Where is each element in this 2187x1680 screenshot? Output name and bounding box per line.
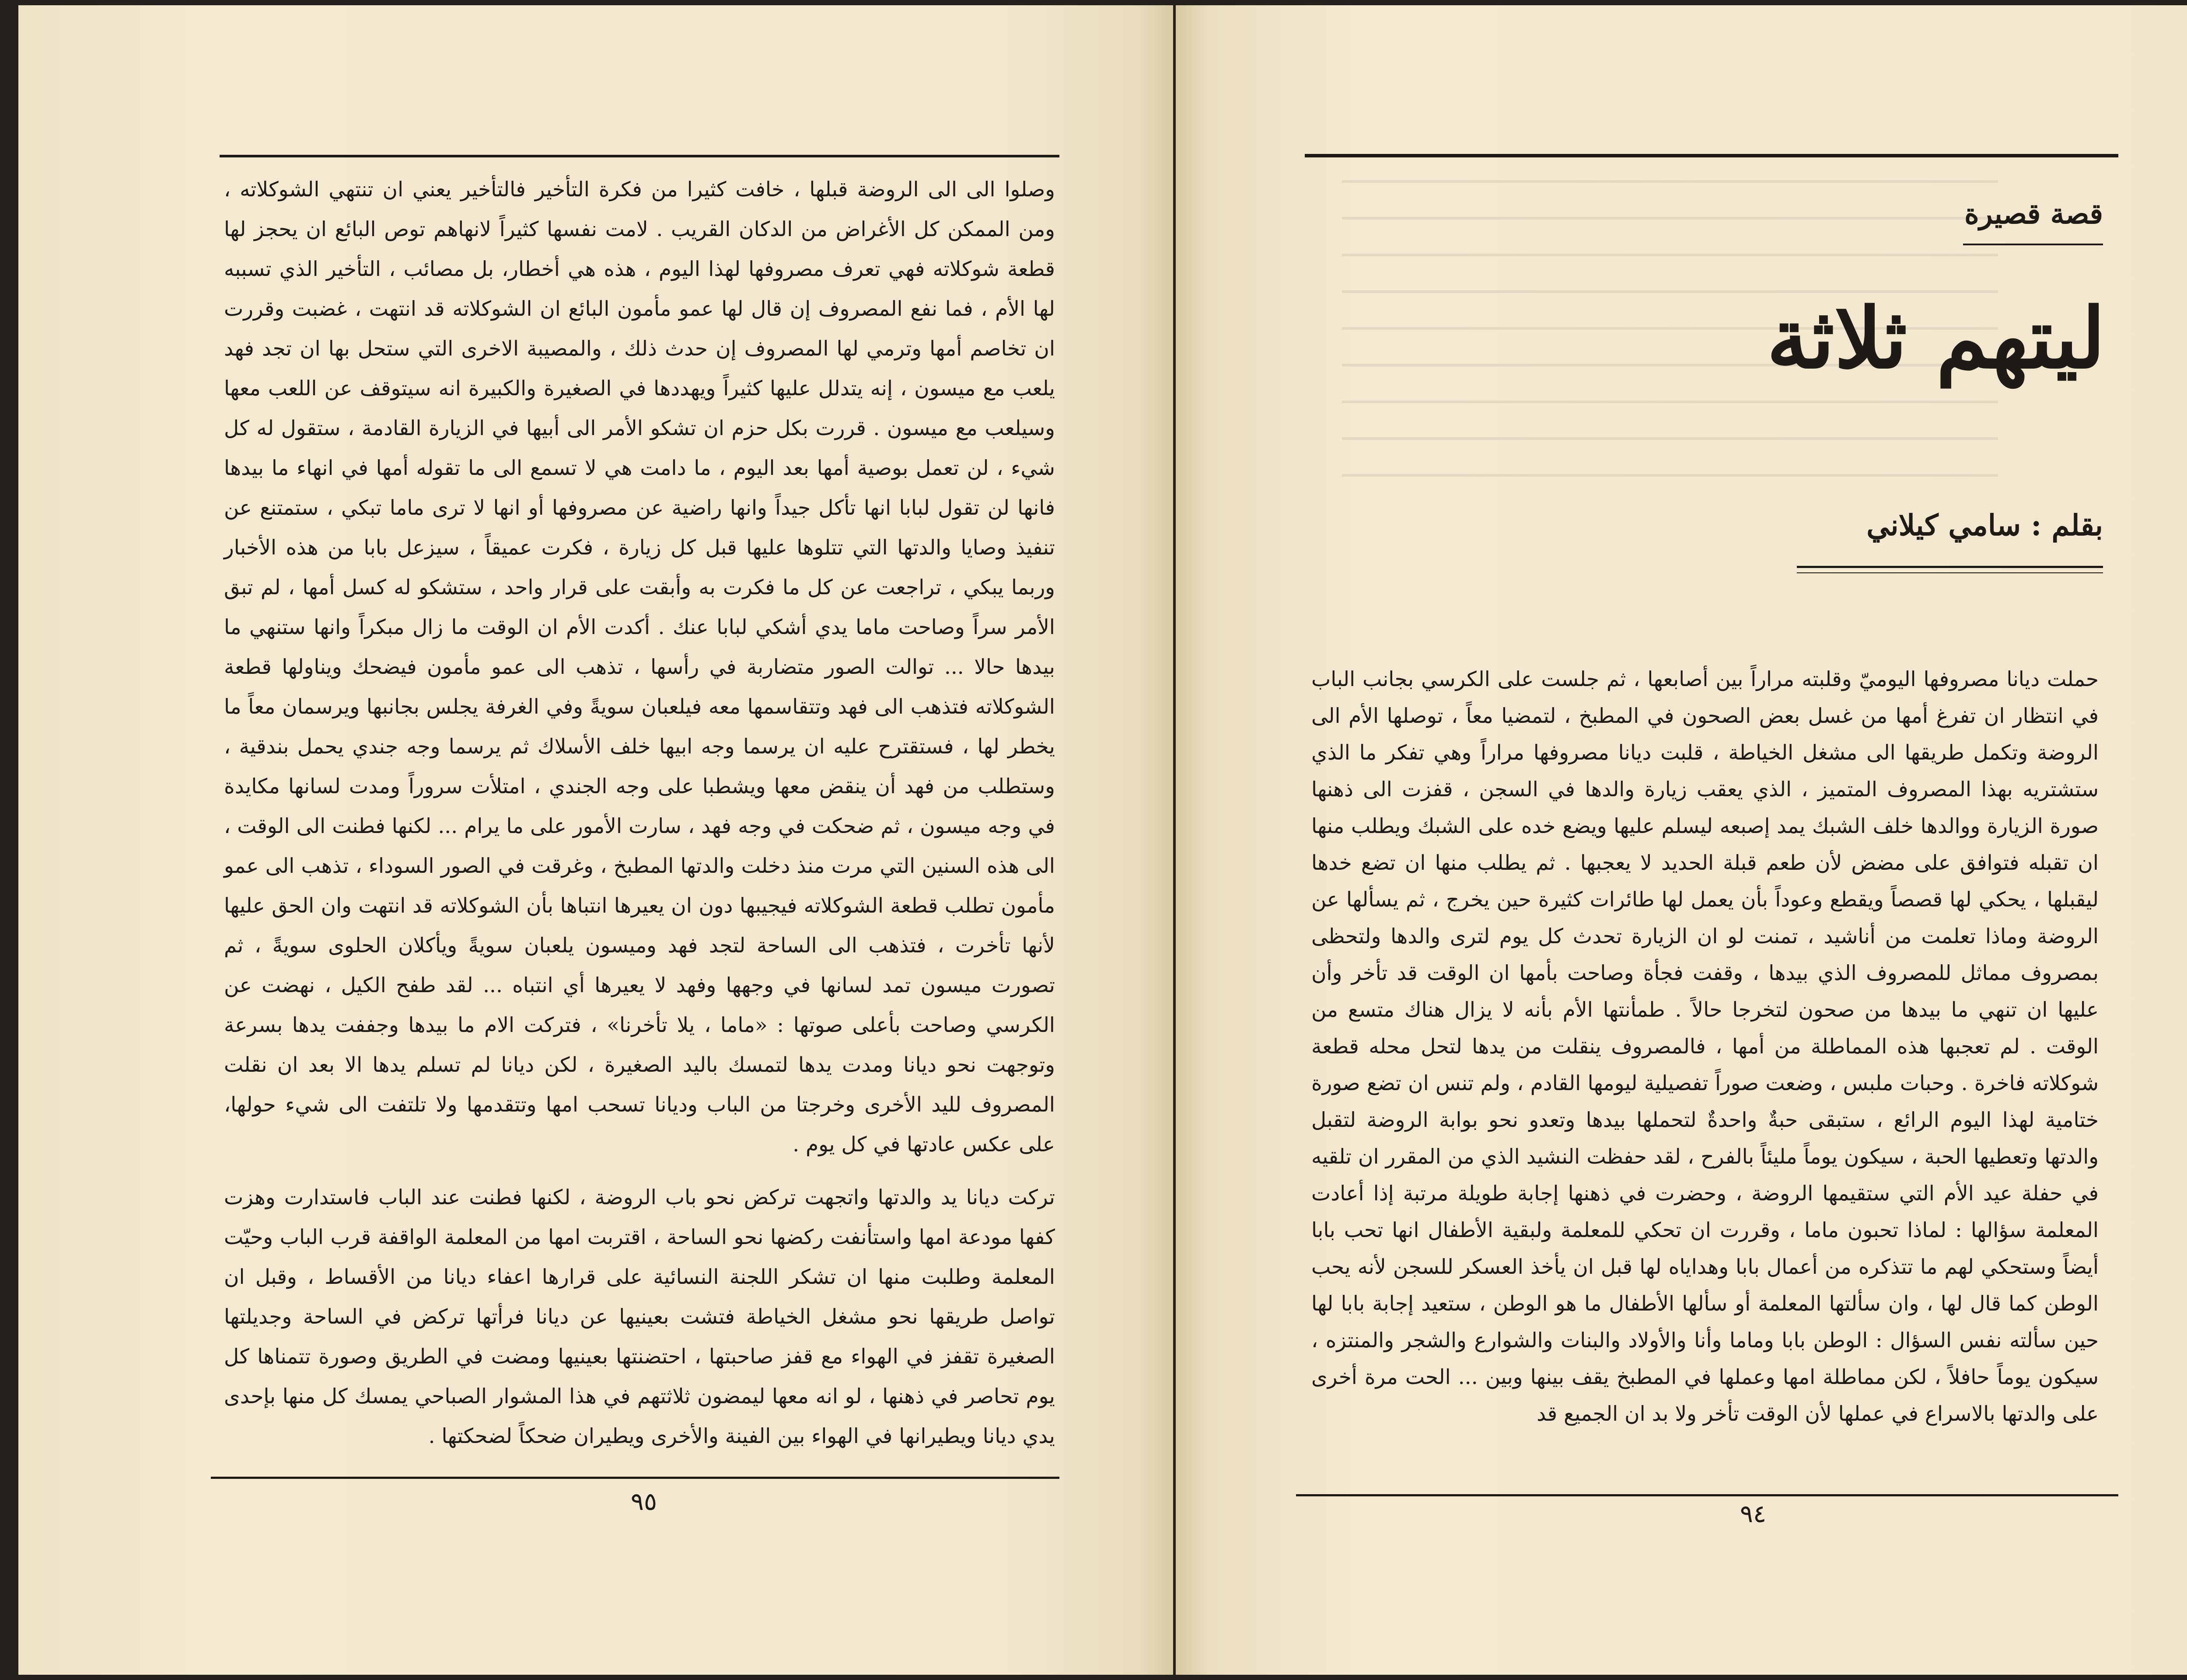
section-label-underline [1963, 244, 2103, 245]
right-page [1176, 5, 2187, 1675]
right-body-text: حملت ديانا مصروفها اليوميّ وقلبته مراراً بين أصابعها ، ثم جلست على الكرسي بجانب الباب في انتظار ان تفرغ أمها من غسل بعض الصحون في المطبخ ، لتمضيا معاً ، توصلها الأم الى الروضة وتكمل طريقها الى مشغل الخياطة ، قلبت ديانا مصروفها مراراً وهي تفكر ما الذي ستشتريه بهذا المصروف المتميز ، الذي يعقب زيارة والدها في السجن ، قفزت الى ذهنها صورة الزيارة ووالدها خلف الشبك يمد إصبعه ليسلم عليها ويضع خده على الشبك ويطلب منها ان تقبله فتوافق على مضض لأن طعم قبلة الحديد لا يعجبها . ثم يطلب منها ان تضع خدها ليقبلها ، يحكي لها قصصاً ويقطع وعوداً بأن يعمل لها طائرات كثيرة حين يخرج ، ثم يسألها عن الروضة وماذا تعلمت من أناشيد ، تمنت لو ان الزيارة تحدث كل يوم لترى والدها ولتحظى بمصروف مماثل للمصروف الذي بيدها ، وقفت فجأة وصاحت بأمها ان الوقت قد تأخر وأن عليها ان تنهي ما بيدها من صحون لتخرجا حالاً . طمأنتها الأم بأنه لا يزال هناك متسع من الوقت . لم تعجبها هذه المماطلة من أمها ، فالمصروف ينقلت من يدها لتحل محله قطعة شوكلاته فاخرة . وحبات ملبس ، وضعت صوراً تفصيلية ليومها القادم ، ولم تنس ان تضع صورة ختامية لهذا اليوم الرائع ، ستبقى حبةٌ واحدةٌ لتحملها بيدها وتعدو نحو بوابة الروضة لتقبل والدتها وتعطيها الحبة ، سيكون يوماً مليئاً بالفرح ، لقد حفظت النشيد الذي من المقرر ان تلقيه في حفلة عيد الأم التي ستقيمها الروضة ، وحضرت في ذهنها إجابة طويلة مرتبة إذا أعادت المعلمة سؤالها : لماذا تحبون ماما ، وقررت ان تحكي للمعلمة ولبقية الأطفال انها تحب بابا أيضاً وستحكي لهم ما تتذكره من أعمال بابا وهداياه لها قبل ان يأخذ العسكر للسجن لأنه يحب الوطن كما قال لها ، وان سألتها المعلمة أو سألها الأطفال ما هو الوطن ، ستعيد إجابة بابا لها حين سألته نفس السؤال : الوطن بابا وماما وأنا والأولاد والبنات والشوارع والشجر والمنتزه ، سيكون يوماً حافلاً ، لكن مماطلة امها وعملها في المطبخ يقف بينها وبين ... الحت مرة أخرى على والدتها بالاسراع في عملها لأن الوقت تأخر ولا بد ان الجميع قد [1311, 667, 2099, 1426]
left-bottom-rule [211, 1477, 1059, 1479]
left-top-rule [220, 155, 1059, 157]
left-paragraph-2: تركت ديانا يد والدتها واتجهت تركض نحو باب الروضة ، لكنها فطنت عند الباب فاستدارت وهزت كفها مودعة امها واستأنفت ركضها نحو الساحة ، اقتربت امها من المعلمة الواقفة قرب الباب وحيّت المعلمة وطلبت منها ان تشكر اللجنة النسائية على قرارها اعفاء ديانا من الأقساط ، وقبل ان تواصل طريقها نحو مشغل الخياطة فتشت بعينيها عن ديانا فرأتها تركض في الساحة وجديلتها الصغيرة تقفز في الهواء مع قفز صاحبتها ، احتضنتها بعينيها ومضت في الطريق وصورة تتمناها كل يوم تحاصر في ذهنها ، لو انه معها ليمضون ثلاثتهم في هذا المشوار الصباحي يمسك كل منها بإحدى يدي ديانا ويطيرانها في الهواء بين الفينة والأخرى ويطيران ضحكاً لضحكتها . [224, 1185, 1055, 1448]
right-bottom-rule [1296, 1494, 2118, 1496]
byline: بقلم : سامي كيلاني [1866, 508, 2103, 542]
left-page [18, 5, 1173, 1675]
right-top-rule [1305, 154, 2118, 157]
right-page-number: ٩٤ [1740, 1500, 1767, 1528]
left-body-text [224, 170, 1055, 1469]
story-title: ليتهم ثلاثة [1767, 289, 2105, 387]
section-label: قصة قصيرة [1964, 198, 2103, 230]
byline-underline [1797, 566, 2103, 573]
left-page-number: ٩٥ [630, 1488, 657, 1516]
left-paragraph-1: وصلوا الى الى الروضة قبلها ، خافت كثيرا من فكرة التأخير فالتأخير يعني ان تنتهي الشوكلاته ، ومن الممكن كل الأغراض من الدكان القريب . لامت نفسها كثيراً لانهاهم توص البائع ان يحجز لها قطعة شوكلاته فهي تعرف مصروفها لهذا اليوم ، هذه هي أخطار، بل مصائب ، التأخير الذي تسببه لها الأم ، فما نفع المصروف إن قال لها عمو مأمون البائع ان الشوكلاته قد انتهت ، غضبت وقررت ان تخاصم أمها وترمي لها المصروف إن حدث ذلك ، والمصيبة الاخرى التي ستحل بها ان تجد فهد يلعب مع ميسون ، إنه يتدلل عليها كثيراً ويهددها في الصغيرة والكبيرة انه سيتوقف عن اللعب معها وسيلعب مع ميسون . قررت بكل حزم ان تشكو الأمر الى أبيها في الزيارة القادمة ، ستقول له كل شيء ، لن تعمل بوصية أمها بعد اليوم ، ما دامت هي لا تسمع الى ما تقوله أمها في انهاء ما بيدها فانها لن تقول لبابا انها تأكل جيداً وانها راضية عن مصروفها أو انها لا ترى ماما تبكي ، ستمتنع عن تنفيذ وصايا والدتها التي تتلوها عليها قبل كل زيارة ، فكرت عميقاً ، سيزعل بابا من هذه الأخبار وربما يبكي ، تراجعت عن كل ما فكرت به وأبقت على قرار واحد ، ستشكو له كسل أمها ، لم تبق الأمر سراً وصاحت ماما يدي أشكي لبابا عنك . أكدت الأم ان الوقت ما زال مبكراً وانها ستنهي ما بيدها حالا ... توالت الصور متضاربة في رأسها ، تذهب الى عمو مأمون فيضحك ويناولها قطعة الشوكلاته فتذهب الى فهد وتتقاسمها معه فيلعبان سويةً وفي الغرفة يجلس بجانبها ويرسمان معاً ما يخطر لها ، فستقترح عليه ان يرسما وجه ابيها خلف الأسلاك ثم يرسما وجه جندي يحمل بندقية ، وستطلب من فهد أن ينقض معها ويشطبا على وجه الجندي ، امتلأت سروراً ومدت لسانها مكايدة في وجه ميسون ، ثم ضحكت في وجه فهد ، سارت الأمور على ما يرام ... لكنها فطنت الى الوقت ، الى هذه السنين التي مرت منذ دخلت والدتها المطبخ ، وغرقت في الصور السوداء ، تذهب الى عمو مأمون تطلب قطعة الشوكلاته فيجيبها دون ان يعيرها انتباها بأن الشوكلاته قد انتهت وان الحق عليها لأنها تأخرت ، فتذهب الى الساحة لتجد فهد وميسون يلعبان سويةً ويأكلان الحلوى سويةً ، ثم تصورت ميسون تمد لسانها في وجهها وفهد لا يعيرها أي انتباه ... لقد طفح الكيل ، نهضت عن الكرسي وصاحت بأعلى صوتها : «ماما ، يلا تأخرنا» ، فتركت الام ما بيدها وجففت يدها بسرعة وتوجهت نحو ديانا ومدت يدها لتمسك باليد الصغيرة ، لكن ديانا لم تسلم يدها الا بعد ان نقلت المصروف لليد الأخرى وخرجتا من الباب وديانا تسحب امها وتتقدمها ولا تلتفت الى شيء حولها، على عكس عادتها في كل يوم . [224, 178, 1055, 1157]
